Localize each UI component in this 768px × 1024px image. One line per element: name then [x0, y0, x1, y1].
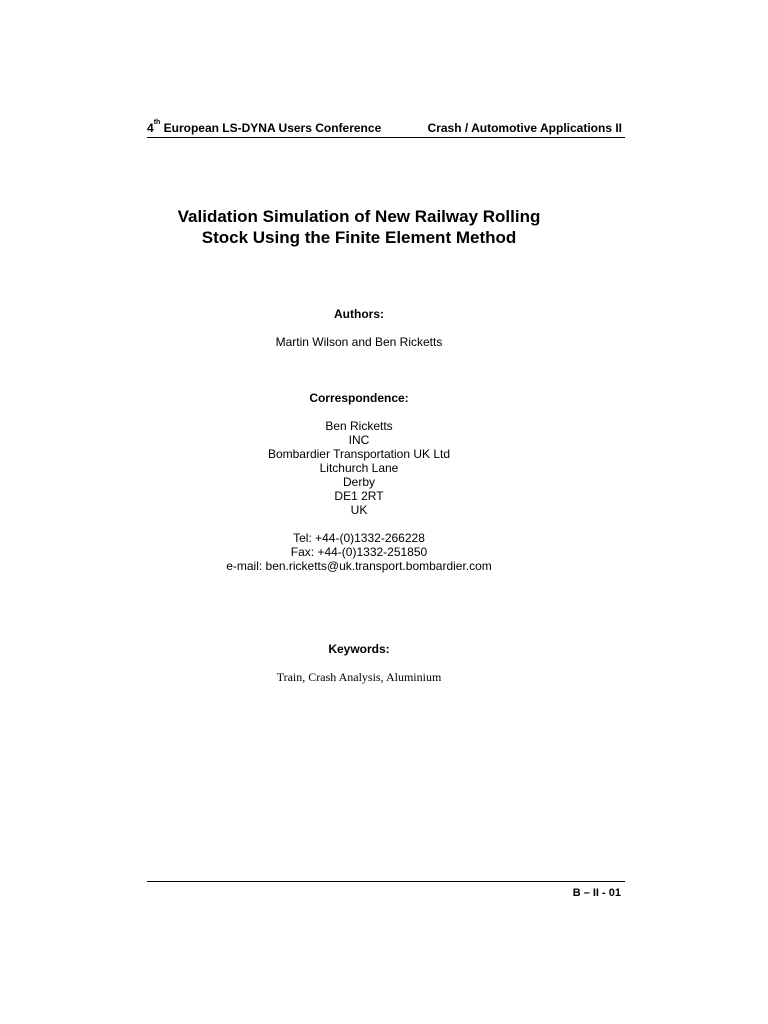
conference-title: [147, 121, 381, 135]
address-line: Bombardier Transportation UK Ltd: [267, 447, 451, 461]
conference-ordinal: 4: [147, 121, 154, 135]
paper-title-line-2: Stock Using the Finite Element Method: [201, 228, 517, 247]
paper-title-line-1: Validation Simulation of New Railway Rolling: [177, 207, 541, 226]
author-names: Martin Wilson and Ben Ricketts: [275, 335, 443, 349]
correspondence-label: Correspondence:: [309, 391, 409, 405]
paper-title: [147, 206, 571, 248]
running-header: [147, 118, 625, 138]
fax: Fax: +44-(0)1332-251850: [290, 545, 428, 559]
address-line: DE1 2RT: [334, 489, 384, 503]
page-number: B – II - 01: [572, 887, 621, 899]
correspondence-address: [147, 419, 571, 517]
address-line: UK: [350, 503, 368, 517]
address-line: Ben Ricketts: [325, 419, 393, 433]
email: e-mail: ben.ricketts@uk.transport.bombardier.com: [226, 559, 492, 573]
correspondence-contact: [147, 531, 571, 573]
address-line: Litchurch Lane: [319, 461, 399, 475]
conference-name: European LS-DYNA Users Conference: [160, 121, 382, 135]
keywords-text: Train, Crash Analysis, Aluminium: [276, 670, 442, 684]
address-line: Derby: [342, 475, 375, 489]
authors-label: Authors:: [334, 307, 384, 321]
address-line: INC: [348, 433, 370, 447]
running-footer: [147, 881, 625, 902]
section-title: Crash / Automotive Applications II: [427, 121, 622, 135]
keywords-label: Keywords:: [328, 642, 390, 656]
conference-ordinal-suffix: th: [153, 119, 161, 126]
telephone: Tel: +44-(0)1332-266228: [293, 531, 425, 545]
